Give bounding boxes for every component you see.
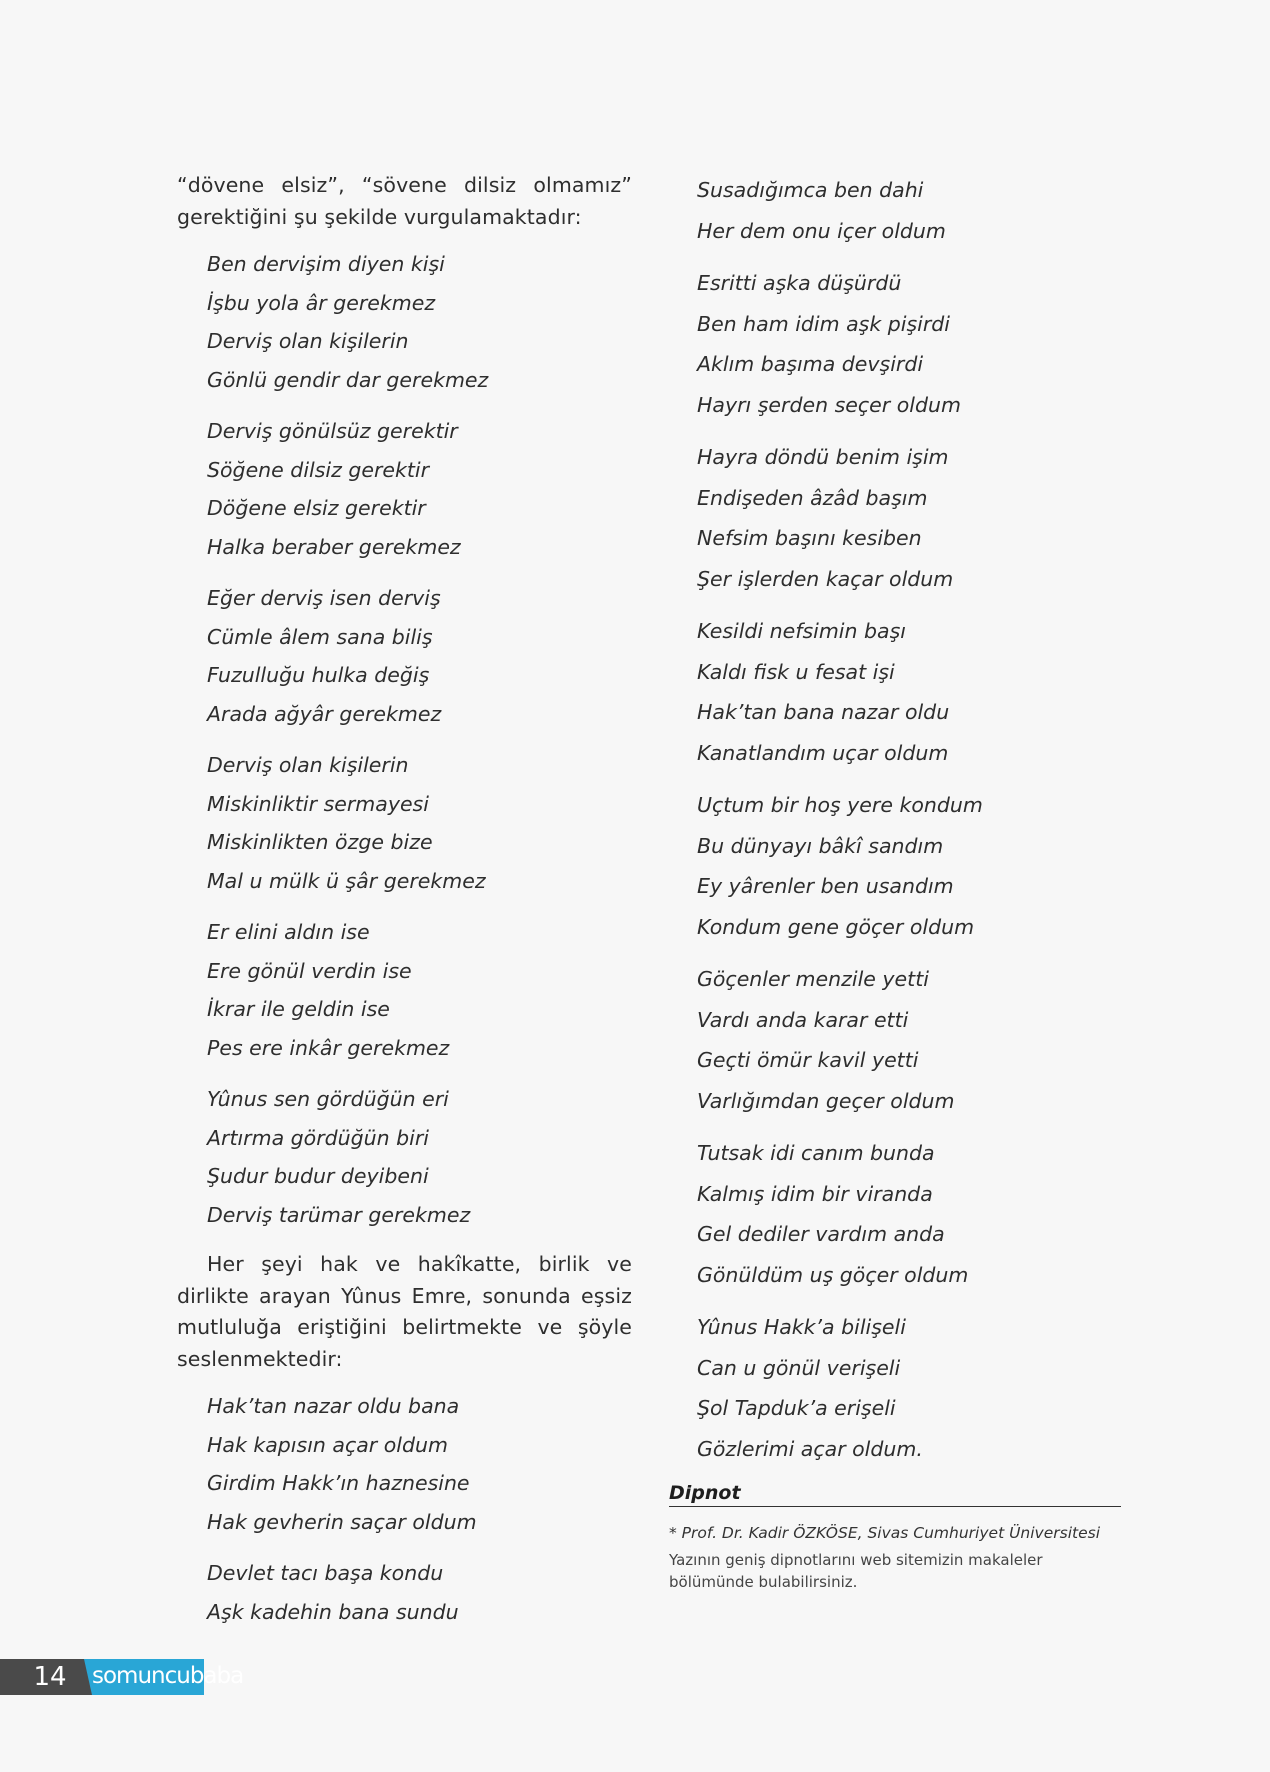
poem-line: Yûnus Hakk’a bilişeli [697, 1315, 906, 1339]
poem-stanza [177, 412, 632, 566]
poem-line: Kanatlandım uçar oldum [697, 740, 949, 765]
poem-line: İşbu yola âr gerekmez [207, 290, 436, 315]
poem-line: Susadığımca ben dahi [697, 178, 924, 202]
poem-line: Gel dediler vardım anda [697, 1222, 945, 1246]
poem-stanza [177, 1554, 632, 1631]
poem-stanza [177, 579, 632, 733]
poem-line: Gönlü gendir dar gerekmez [207, 367, 489, 392]
poem-line: Kondum gene göçer oldum [697, 914, 975, 939]
poem-line: Halka beraber gerekmez [207, 534, 461, 559]
poem-line: Nefsim başını kesiben [697, 526, 922, 550]
footnote-note: Yazının geniş dipnotlarını web sitemizin makaleler bölümünde bulabilirsiniz. [669, 1551, 1043, 1591]
poem-line: Şer işlerden kaçar oldum [697, 566, 954, 591]
poem-line: Derviş olan kişilerin [207, 753, 409, 777]
poem-line: Esritti aşka düşürdü [697, 271, 902, 295]
poem-line: Miskinliktir sermayesi [207, 791, 429, 816]
footnote-author: * Prof. Dr. Kadir ÖZKÖSE, Sivas Cumhuriyet Üniversitesi [669, 1524, 1101, 1542]
poem-line: Şol Tapduk’a erişeli [697, 1396, 896, 1420]
poem-line: Göçenler menzile yetti [697, 967, 929, 991]
poem-stanza [697, 170, 1122, 251]
poem-line: Yûnus sen gördüğün eri [207, 1087, 449, 1111]
poem-stanza [697, 785, 1122, 947]
poem-line: Cümle âlem sana biliş [207, 624, 433, 649]
footnote-section [669, 1482, 1121, 1593]
poem-line: Ben dervişim diyen kişi [207, 252, 445, 276]
poem-stanza [697, 1133, 1122, 1295]
poem-stanza [697, 1307, 1122, 1469]
poem-line: Kalmış idim bir viranda [697, 1181, 933, 1206]
poem-line: Ey yârenler ben usandım [697, 874, 954, 898]
poem-line: Er elini aldın ise [207, 920, 370, 944]
poem-line: Eğer derviş isen derviş [207, 586, 441, 610]
poem-line: Arada ağyâr gerekmez [207, 701, 442, 726]
poem-line: Kesildi nefsimin başı [697, 619, 906, 643]
poem-stanza [177, 245, 632, 399]
poem-stanza [177, 746, 632, 900]
poem-first-part [177, 245, 632, 1234]
brand-logo: somuncubaba [92, 1663, 244, 1689]
poem-line: Döğene elsiz gerektir [207, 496, 426, 520]
poem-stanza [177, 1387, 632, 1541]
poem-line: Endişeden âzâd başım [697, 485, 928, 510]
poem-line: Uçtum bir hoş yere kondum [697, 793, 983, 817]
poem-line: Kaldı fisk u fesat işi [697, 659, 895, 684]
poem-stanza [697, 959, 1122, 1121]
intro-paragraph: “dövene elsiz”, “sövene dilsiz olmamız” gerektiğini şu şekilde vurgulamaktadır: [177, 173, 632, 229]
poem-line: Söğene dilsiz gerektir [207, 457, 430, 482]
poem-line: Hak’tan nazar oldu bana [207, 1394, 460, 1418]
poem-line: Aklım başıma devşirdi [697, 352, 924, 376]
poem-second-part-start [177, 1387, 632, 1631]
right-column [697, 170, 1122, 1469]
poem-line: Aşk kadehin bana sundu [207, 1599, 459, 1624]
poem-line: İkrar ile geldin ise [207, 997, 390, 1021]
poem-stanza [177, 913, 632, 1067]
poem-line: Pes ere inkâr gerekmez [207, 1035, 450, 1060]
poem-line: Hak’tan bana nazar oldu [697, 700, 950, 724]
poem-line: Şudur budur deyibeni [207, 1164, 429, 1188]
poem-line: Artırma gördüğün biri [207, 1125, 429, 1150]
poem-line: Tutsak idi canım bunda [697, 1141, 935, 1165]
poem-line: Hayrı şerden seçer oldum [697, 392, 961, 417]
poem-line: Her dem onu içer oldum [697, 218, 946, 243]
poem-line: Mal u mülk ü şâr gerekmez [207, 868, 486, 893]
poem-line: Derviş tarümar gerekmez [207, 1202, 471, 1227]
poem-stanza [177, 1080, 632, 1234]
poem-line: Derviş gönülsüz gerektir [207, 419, 458, 443]
page-number: 14 [33, 1662, 67, 1692]
body-paragraph: Her şeyi hak ve hakîkatte, birlik ve dirlikte arayan Yûnus Emre, sonunda eşsiz mutluluğa eriştiğini belirtmekte ve şöyle seslenmektedir: [177, 1252, 632, 1371]
left-column [177, 170, 632, 1631]
poem-line: Fuzulluğu hulka değiş [207, 663, 430, 687]
poem-line: Vardı anda karar etti [697, 1007, 909, 1032]
poem-line: Can u gönül verişeli [697, 1355, 901, 1380]
poem-line: Ben ham idim aşk pişirdi [697, 311, 950, 336]
poem-stanza [697, 611, 1122, 773]
poem-line: Devlet tacı başa kondu [207, 1561, 444, 1585]
poem-line: Bu dünyayı bâkî sandım [697, 833, 944, 858]
poem-line: Ere gönül verdin ise [207, 958, 412, 983]
footnote-heading: Dipnot [669, 1482, 1121, 1507]
poem-line: Girdim Hakk’ın haznesine [207, 1471, 470, 1495]
poem-second-part-continued [697, 170, 1122, 1469]
poem-line: Miskinlikten özge bize [207, 830, 433, 854]
poem-stanza [697, 263, 1122, 425]
poem-line: Hak kapısın açar oldum [207, 1432, 448, 1457]
poem-stanza [697, 437, 1122, 599]
poem-line: Hayra döndü benim işim [697, 445, 949, 469]
poem-line: Hak gevherin saçar oldum [207, 1509, 477, 1534]
poem-line: Geçti ömür kavil yetti [697, 1048, 919, 1072]
poem-line: Gözlerimi açar oldum. [697, 1436, 923, 1461]
poem-line: Derviş olan kişilerin [207, 329, 409, 353]
poem-line: Varlığımdan geçer oldum [697, 1088, 955, 1113]
poem-line: Gönüldüm uş göçer oldum [697, 1262, 969, 1287]
